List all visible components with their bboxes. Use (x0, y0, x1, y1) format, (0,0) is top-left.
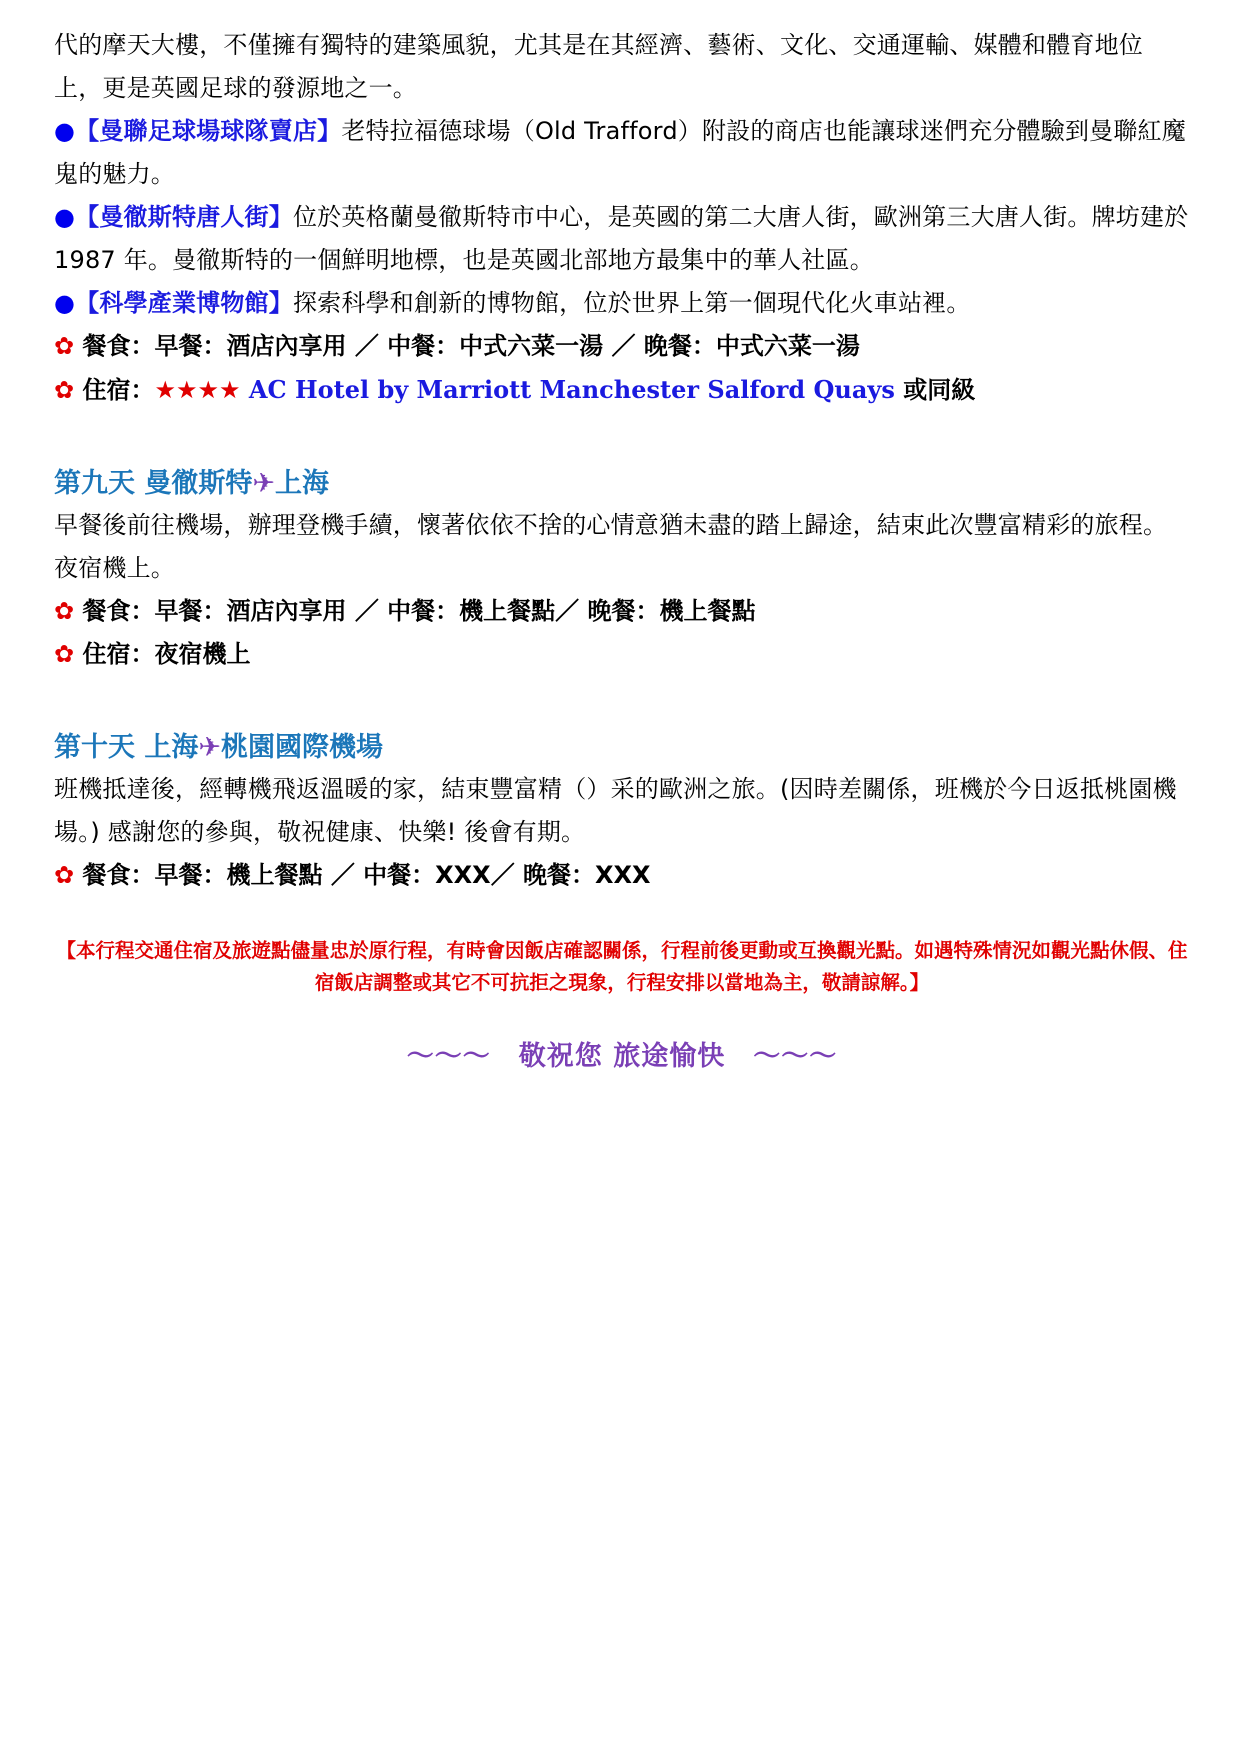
day8-meals (54, 325, 1190, 368)
spot-desc: 探索科學和創新的博物館，位於世界上第一個現代化火車站裡。 (292, 289, 971, 317)
day9-meals (54, 590, 1190, 633)
star-rating-icon: ★★★★ (154, 376, 241, 404)
day-title-start: 第十天 上海 (54, 732, 199, 763)
day9-body: 早餐後前往機場，辦理登機手續，懷著依依不捨的心情意猶未盡的踏上歸途，結束此次豐富精彩的旅程。夜宿機上。 (54, 511, 1168, 582)
day10-body: 班機抵達後，經轉機飛返溫暖的家，結束豐富精（）采的歐洲之旅。(因時差關係，班機於今日返抵桃園機場。) 感謝您的參與，敬祝健康、快樂! 後會有期。 (54, 775, 1177, 846)
itinerary-notice: 【本行程交通住宿及旅遊點儘量忠於原行程，有時會因飯店確認關係，行程前後更動或互換觀光點。如遇特殊情況如觀光點休假、住宿飯店調整或其它不可抗拒之現象，行程安排以當地為主，敬請諒解。】 (56, 939, 1188, 994)
spot-name: 【曼聯足球場球隊賣店】 (75, 117, 342, 145)
day8-hotel (54, 368, 1190, 412)
bullet-icon: ● (54, 203, 76, 231)
flower-icon: ✿ (54, 332, 75, 360)
spot-desc: 位於英格蘭曼徹斯特市中心，是英國的第二大唐人街，歐洲第三大唐人街。牌坊建於 1987 年。曼徹斯特的一個鮮明地標，也是英國北部地方最集中的華人社區。 (54, 203, 1189, 274)
hotel-text: 住宿：夜宿機上 (82, 640, 251, 668)
day9-title (54, 464, 1190, 504)
bullet-icon: ● (54, 117, 76, 145)
spot-item-science-museum (54, 282, 1190, 325)
spot-item-chinatown (54, 196, 1190, 282)
spot-name: 【科學產業博物館】 (75, 289, 293, 317)
hotel-suffix: 或同級 (894, 376, 976, 404)
spot-item-manutd-store (54, 110, 1190, 196)
flower-icon: ✿ (54, 597, 75, 625)
flower-icon: ✿ (54, 861, 75, 889)
intro-paragraph: 代的摩天大樓，不僅擁有獨特的建築風貌，尤其是在其經濟、藝術、文化、交通運輸、媒體和體育地位上，更是英國足球的發源地之一。 (54, 31, 1143, 102)
meals-text: 餐食：早餐：酒店內享用 ／ 中餐：機上餐點／ 晚餐：機上餐點 (82, 597, 756, 625)
day-title-end: 桃園國際機場 (221, 732, 384, 763)
flower-icon: ✿ (54, 640, 75, 668)
airplane-icon: ✈ (198, 732, 222, 763)
spot-name: 【曼徹斯特唐人街】 (75, 203, 293, 231)
meals-text: 餐食：早餐：酒店內享用 ／ 中餐：中式六菜一湯 ／ 晚餐：中式六菜一湯 (82, 332, 860, 360)
hotel-label: 住宿： (82, 376, 155, 404)
day-title-end: 上海 (275, 468, 330, 499)
day-title-start: 第九天 曼徹斯特 (54, 468, 253, 499)
airplane-icon: ✈ (252, 468, 276, 499)
meals-text: 餐食：早餐：機上餐點 ／ 中餐：XXX／ 晚餐：XXX (82, 861, 651, 889)
day9-hotel (54, 633, 1190, 676)
itinerary-page (54, 24, 1190, 1077)
closing-greeting: ～～～ 敬祝您 旅途愉快 ～～～ (406, 1041, 838, 1072)
hotel-name: AC Hotel by Marriott Manchester Salford Quays (240, 375, 895, 404)
day10-title (54, 728, 1190, 768)
spot-desc: 老特拉福德球場（Old Trafford）附設的商店也能讓球迷們充分體驗到曼聯紅魔鬼的魅力。 (54, 117, 1186, 188)
flower-icon: ✿ (54, 376, 75, 404)
day10-meals (54, 854, 1190, 897)
bullet-icon: ● (54, 289, 76, 317)
